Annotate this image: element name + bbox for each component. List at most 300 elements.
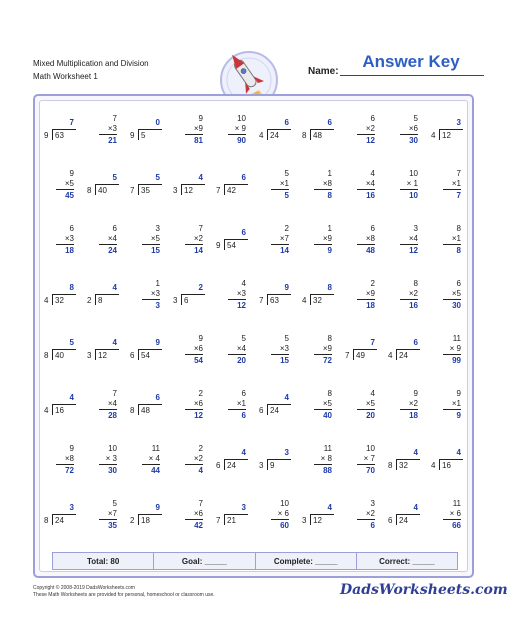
long-division: [388, 448, 422, 474]
long-division: [130, 118, 164, 144]
answer-rule: [142, 244, 160, 245]
goal-cell: Goal: _____: [154, 553, 255, 569]
multiplication-stack: [443, 334, 461, 366]
factor-bottom: ×5: [322, 399, 332, 408]
division-problem: [255, 271, 297, 323]
factor-bottom: ×2: [365, 124, 375, 133]
factor-top: 5: [241, 334, 246, 343]
divisor: 7: [259, 296, 264, 305]
factor-top: 10: [108, 444, 117, 453]
answer-rule: [228, 299, 246, 300]
division-bar: [182, 184, 205, 185]
worksheet-title: [33, 57, 149, 83]
answer-rule: [357, 519, 375, 520]
answer-rule: [314, 354, 332, 355]
factor-bottom: × 4: [148, 454, 160, 463]
quotient-answer: 4: [327, 503, 332, 512]
division-problem: [169, 161, 211, 213]
factor-top: 3: [155, 224, 160, 233]
multiplication-problem: [83, 216, 125, 268]
problem-row: [40, 271, 470, 323]
factor-top: 2: [370, 279, 375, 288]
factor-bottom: ×9: [322, 344, 332, 353]
dividend: 49: [356, 351, 365, 360]
answer-rule: [99, 134, 117, 135]
factor-top: 7: [198, 224, 203, 233]
division-problem: [126, 161, 168, 213]
multiplication-problem: [298, 436, 340, 488]
multiplication-stack: [314, 444, 332, 476]
long-division: [388, 503, 422, 529]
product-answer: 66: [452, 521, 461, 530]
quotient-answer: 4: [456, 448, 461, 457]
multiplication-stack: [357, 444, 375, 476]
factor-bottom: × 7: [363, 454, 375, 463]
multiplication-stack: [99, 224, 117, 256]
product-answer: 10: [409, 191, 418, 200]
multiplication-stack: [443, 169, 461, 201]
dividend: 35: [141, 186, 150, 195]
factor-bottom: ×8: [365, 234, 375, 243]
division-bar: [311, 514, 334, 515]
division-problem: [83, 326, 125, 378]
dividend: 24: [227, 461, 236, 470]
total-cell: Total: 80: [53, 553, 154, 569]
division-problem: [83, 161, 125, 213]
quotient-answer: 3: [284, 448, 289, 457]
quotient-answer: 5: [69, 338, 74, 347]
multiplication-problem: [169, 216, 211, 268]
answer-rule: [271, 244, 289, 245]
problem-row: [40, 491, 470, 543]
factor-bottom: ×5: [365, 399, 375, 408]
long-division: [345, 338, 379, 364]
long-division: [216, 228, 250, 254]
long-division: [302, 503, 336, 529]
answer-rule: [185, 134, 203, 135]
product-answer: 4: [198, 466, 203, 475]
quotient-answer: 4: [112, 338, 117, 347]
name-label: Name:: [308, 66, 339, 77]
factor-top: 5: [284, 169, 289, 178]
answer-rule: [314, 244, 332, 245]
division-bracket: [310, 294, 311, 305]
factor-top: 1: [155, 279, 160, 288]
product-answer: 90: [237, 136, 246, 145]
long-division: [130, 393, 164, 419]
factor-bottom: ×8: [64, 454, 74, 463]
factor-top: 4: [370, 389, 375, 398]
division-bracket: [310, 514, 311, 525]
answer-rule: [56, 244, 74, 245]
factor-bottom: ×4: [107, 399, 117, 408]
division-problem: [341, 326, 383, 378]
factor-bottom: ×3: [107, 124, 117, 133]
factor-top: 2: [198, 444, 203, 453]
division-problem: [40, 106, 82, 158]
division-bracket: [95, 184, 96, 195]
product-answer: 15: [151, 246, 160, 255]
factor-top: 11: [452, 334, 461, 343]
product-answer: 88: [323, 466, 332, 475]
product-answer: 35: [108, 521, 117, 530]
multiplication-stack: [271, 499, 289, 531]
factor-top: 9: [69, 444, 74, 453]
divisor: 3: [173, 296, 178, 305]
multiplication-problem: [40, 161, 82, 213]
factor-bottom: ×9: [322, 234, 332, 243]
answer-rule: [56, 189, 74, 190]
multiplication-stack: [443, 499, 461, 531]
answer-rule: [271, 354, 289, 355]
divisor: 7: [345, 351, 350, 360]
product-answer: 72: [323, 356, 332, 365]
problems-grid: [40, 106, 470, 546]
long-division: [259, 448, 293, 474]
multiplication-problem: [341, 381, 383, 433]
dividend: 16: [55, 406, 64, 415]
multiplication-stack: [56, 224, 74, 256]
multiplication-problem: [341, 216, 383, 268]
factor-bottom: ×9: [365, 289, 375, 298]
divisor: 3: [302, 516, 307, 525]
product-answer: 72: [65, 466, 74, 475]
quotient-answer: 6: [413, 338, 418, 347]
dividend: 24: [270, 406, 279, 415]
factor-bottom: ×9: [193, 124, 203, 133]
multiplication-stack: [142, 279, 160, 311]
factor-top: 6: [241, 389, 246, 398]
dividend: 8: [98, 296, 103, 305]
division-bar: [139, 184, 162, 185]
division-problem: [298, 271, 340, 323]
factor-bottom: ×4: [365, 179, 375, 188]
product-answer: 3: [155, 301, 160, 310]
multiplication-problem: [384, 161, 426, 213]
long-division: [302, 118, 336, 144]
factor-top: 6: [69, 224, 74, 233]
division-bar: [53, 349, 76, 350]
multiplication-problem: [427, 491, 469, 543]
divisor: 8: [302, 131, 307, 140]
long-division: [173, 283, 207, 309]
division-bracket: [224, 239, 225, 250]
division-problem: [255, 106, 297, 158]
division-bar: [268, 459, 291, 460]
divisor: 9: [130, 131, 135, 140]
division-bracket: [224, 514, 225, 525]
answer-rule: [357, 244, 375, 245]
product-answer: 30: [452, 301, 461, 310]
factor-bottom: × 3: [105, 454, 117, 463]
division-problem: [212, 436, 254, 488]
answer-key-heading: Answer Key: [362, 52, 460, 71]
multiplication-stack: [443, 279, 461, 311]
dividend: 12: [98, 351, 107, 360]
factor-top: 8: [413, 279, 418, 288]
factor-top: 10: [237, 114, 246, 123]
divisor: 8: [44, 351, 49, 360]
long-division: [44, 118, 78, 144]
product-answer: 12: [194, 411, 203, 420]
answer-rule: [443, 299, 461, 300]
multiplication-stack: [228, 389, 246, 421]
long-division: [259, 393, 293, 419]
multiplication-problem: [83, 491, 125, 543]
division-bar: [53, 129, 76, 130]
product-answer: 54: [194, 356, 203, 365]
product-answer: 70: [366, 466, 375, 475]
product-answer: 18: [366, 301, 375, 310]
dividend: 24: [55, 516, 64, 525]
answer-rule: [314, 464, 332, 465]
factor-top: 1: [327, 224, 332, 233]
division-bar: [225, 239, 248, 240]
multiplication-stack: [99, 499, 117, 531]
division-bracket: [224, 459, 225, 470]
division-bracket: [52, 129, 53, 140]
division-bar: [440, 459, 463, 460]
multiplication-stack: [443, 224, 461, 256]
divisor: 6: [216, 461, 221, 470]
dividend: 54: [227, 241, 236, 250]
multiplication-stack: [357, 224, 375, 256]
multiplication-problem: [40, 216, 82, 268]
factor-top: 11: [151, 444, 160, 453]
dividend: 63: [270, 296, 279, 305]
factor-bottom: ×5: [64, 179, 74, 188]
answer-rule: [443, 189, 461, 190]
dividend: 9: [270, 461, 275, 470]
product-answer: 30: [409, 136, 418, 145]
factor-bottom: ×4: [107, 234, 117, 243]
division-bracket: [439, 459, 440, 470]
dividend: 48: [313, 131, 322, 140]
factor-bottom: ×3: [236, 289, 246, 298]
factor-top: 10: [366, 444, 375, 453]
problem-row: [40, 381, 470, 433]
factor-bottom: ×2: [408, 399, 418, 408]
multiplication-stack: [99, 114, 117, 146]
multiplication-problem: [169, 381, 211, 433]
quotient-answer: 4: [241, 448, 246, 457]
multiplication-stack: [400, 279, 418, 311]
multiplication-problem: [298, 161, 340, 213]
division-problem: [384, 491, 426, 543]
brand-logo: [340, 578, 508, 602]
factor-bottom: ×3: [64, 234, 74, 243]
multiplication-problem: [298, 381, 340, 433]
division-problem: [40, 381, 82, 433]
product-answer: 81: [194, 136, 203, 145]
division-bracket: [396, 459, 397, 470]
divisor: 6: [259, 406, 264, 415]
division-bar: [139, 514, 162, 515]
division-bracket: [267, 459, 268, 470]
division-bar: [440, 129, 463, 130]
division-bracket: [267, 294, 268, 305]
divisor: 4: [259, 131, 264, 140]
product-answer: 20: [237, 356, 246, 365]
multiplication-problem: [255, 161, 297, 213]
long-division: [87, 338, 121, 364]
product-answer: 28: [108, 411, 117, 420]
multiplication-stack: [99, 444, 117, 476]
divisor: 3: [259, 461, 264, 470]
dividend: 32: [313, 296, 322, 305]
product-answer: 16: [366, 191, 375, 200]
product-answer: 9: [327, 246, 332, 255]
product-answer: 8: [327, 191, 332, 200]
multiplication-stack: [400, 169, 418, 201]
multiplication-problem: [255, 326, 297, 378]
multiplication-problem: [427, 216, 469, 268]
division-problem: [126, 326, 168, 378]
answer-rule: [185, 244, 203, 245]
answer-rule: [185, 464, 203, 465]
factor-top: 7: [198, 499, 203, 508]
product-answer: 18: [409, 411, 418, 420]
long-division: [259, 283, 293, 309]
multiplication-problem: [255, 491, 297, 543]
multiplication-problem: [169, 436, 211, 488]
long-division: [216, 448, 250, 474]
quotient-answer: 3: [241, 503, 246, 512]
factor-top: 8: [327, 334, 332, 343]
quotient-answer: 6: [155, 393, 160, 402]
division-problem: [169, 271, 211, 323]
multiplication-stack: [400, 224, 418, 256]
factor-bottom: ×2: [193, 454, 203, 463]
brand-text: DadsWorksheets.com: [340, 582, 508, 598]
answer-rule: [357, 134, 375, 135]
division-problem: [126, 106, 168, 158]
division-problem: [212, 491, 254, 543]
divisor: 6: [388, 516, 393, 525]
division-bracket: [52, 294, 53, 305]
factor-top: 9: [456, 389, 461, 398]
answer-rule: [400, 244, 418, 245]
division-problem: [255, 436, 297, 488]
factor-bottom: ×1: [451, 234, 461, 243]
multiplication-stack: [142, 444, 160, 476]
product-answer: 40: [323, 411, 332, 420]
factor-bottom: ×1: [451, 179, 461, 188]
multiplication-stack: [185, 334, 203, 366]
dividend: 32: [55, 296, 64, 305]
multiplication-problem: [40, 436, 82, 488]
dividend: 16: [442, 461, 451, 470]
multiplication-problem: [212, 271, 254, 323]
division-bar: [96, 294, 119, 295]
division-bracket: [138, 404, 139, 415]
factor-bottom: ×2: [365, 509, 375, 518]
division-problem: [126, 381, 168, 433]
answer-rule: [443, 244, 461, 245]
divisor: 4: [302, 296, 307, 305]
multiplication-problem: [83, 381, 125, 433]
division-bracket: [52, 404, 53, 415]
answer-rule: [228, 409, 246, 410]
division-bracket: [95, 349, 96, 360]
problem-row: [40, 106, 470, 158]
factor-top: 7: [112, 389, 117, 398]
division-bar: [354, 349, 377, 350]
product-answer: 45: [65, 191, 74, 200]
division-bar: [311, 129, 334, 130]
dividend: 24: [399, 516, 408, 525]
quotient-answer: 6: [241, 173, 246, 182]
factor-top: 3: [413, 224, 418, 233]
dividend: 18: [141, 516, 150, 525]
factor-top: 11: [323, 444, 332, 453]
factor-bottom: × 9: [449, 344, 461, 353]
multiplication-problem: [341, 106, 383, 158]
factor-top: 9: [198, 114, 203, 123]
answer-rule: [443, 519, 461, 520]
product-answer: 20: [366, 411, 375, 420]
division-problem: [384, 326, 426, 378]
quotient-answer: 5: [112, 173, 117, 182]
factor-bottom: ×6: [193, 399, 203, 408]
multiplication-stack: [443, 389, 461, 421]
multiplication-stack: [357, 279, 375, 311]
copyright-line-2: These Math Worksheets are provided for personal, homeschool or classroom use.: [33, 592, 215, 598]
product-answer: 7: [456, 191, 461, 200]
multiplication-problem: [169, 106, 211, 158]
long-division: [130, 173, 164, 199]
factor-top: 11: [452, 499, 461, 508]
division-bracket: [181, 184, 182, 195]
factor-top: 5: [413, 114, 418, 123]
copyright: [33, 585, 215, 599]
quotient-answer: 6: [327, 118, 332, 127]
multiplication-stack: [271, 224, 289, 256]
problem-row: [40, 326, 470, 378]
dividend: 12: [184, 186, 193, 195]
division-bar: [53, 404, 76, 405]
answer-rule: [400, 189, 418, 190]
division-bracket: [310, 129, 311, 140]
multiplication-stack: [99, 389, 117, 421]
division-bracket: [396, 349, 397, 360]
quotient-answer: 5: [155, 173, 160, 182]
division-bar: [182, 294, 205, 295]
correct-cell: Correct: _____: [379, 556, 435, 566]
name-line: [340, 75, 484, 76]
division-problem: [298, 491, 340, 543]
long-division: [216, 173, 250, 199]
answer-rule: [142, 299, 160, 300]
factor-bottom: ×6: [193, 344, 203, 353]
divisor: 9: [44, 131, 49, 140]
title-line-2: Math Worksheet 1: [33, 72, 98, 81]
dividend: 48: [141, 406, 150, 415]
multiplication-problem: [298, 326, 340, 378]
multiplication-stack: [185, 114, 203, 146]
multiplication-stack: [228, 279, 246, 311]
quotient-answer: 4: [413, 503, 418, 512]
multiplication-stack: [185, 499, 203, 531]
division-problem: [40, 491, 82, 543]
factor-bottom: ×1: [279, 179, 289, 188]
divisor: 2: [130, 516, 135, 525]
divisor: 4: [431, 461, 436, 470]
factor-bottom: ×8: [322, 179, 332, 188]
answer-rule: [357, 299, 375, 300]
factor-bottom: × 8: [320, 454, 332, 463]
multiplication-stack: [185, 444, 203, 476]
